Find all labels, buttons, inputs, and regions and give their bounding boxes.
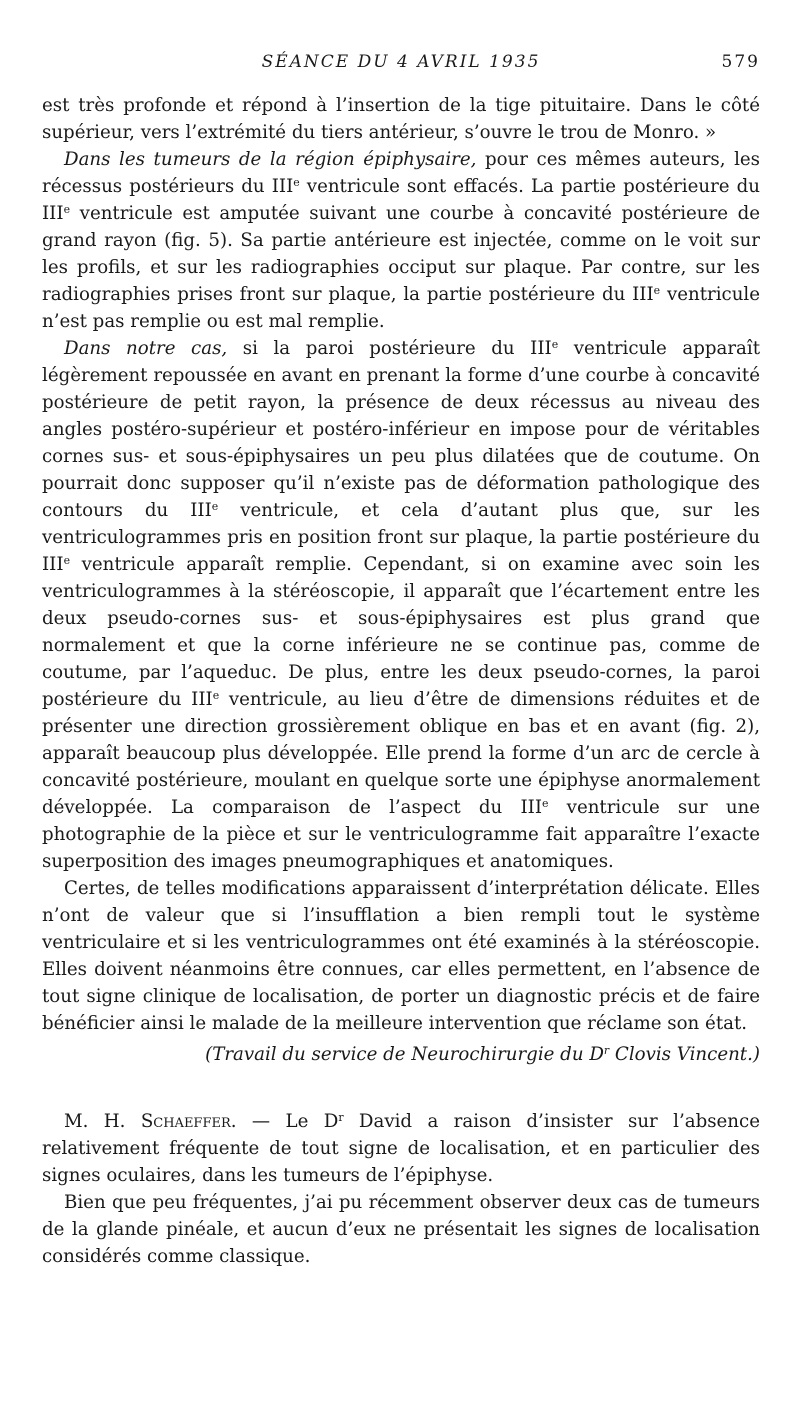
paragraph-6: Bien que peu fréquentes, j’ai pu récemment observer deux cas de tumeurs de la glande pinéale, et aucun d’eux ne présentait les signes de localisation considérés comme classique. <box>42 1192 760 1267</box>
text-run: pour ces mêmes auteurs, les récessus postérieurs du III <box>42 149 761 197</box>
text-run: David a raison d’insister sur l’absence relativement fréquente de tout signe de localisation, et en particulier des signes oculaires, dans les tumeurs de l’épiphyse. <box>42 1111 760 1186</box>
section-gap <box>42 1068 760 1108</box>
paragraph-2-lead: Dans les tumeurs de la région épiphysaire, <box>64 149 477 170</box>
superscript: e <box>63 203 71 216</box>
text-run: ventricule, et cela d’autant plus que, sur les ventriculogrammes pris en position front sur plaque, la partie postérieure du III <box>42 500 760 575</box>
text-run: (Travail du service de Neurochirurgie du D <box>205 1044 604 1065</box>
superscript: e <box>551 338 559 351</box>
text-run: ventricule, au lieu d’être de dimensions réduites et de présenter une direction grossièrement oblique en bas et en avant (fig. 2), apparaît beaucoup plus développée. Elle prend la forme d’un arc de cercle à concavité postérieure, moulant en quelque sorte une épiphyse anormalement développée. La comparaison de l’aspect du III <box>42 689 761 818</box>
credit-line <box>42 1041 760 1068</box>
paragraph-2 <box>42 146 760 335</box>
superscript: r <box>603 1044 610 1057</box>
running-title: SÉANCE DU 4 AVRIL 1935 <box>261 52 541 72</box>
text-run: ventricule sur une photographie de la pièce et sur le ventriculogramme fait apparaître l’exacte superposition des images pneumographiques et anatomiques. <box>42 797 761 872</box>
text-run: — Le D <box>236 1111 339 1132</box>
text-run: si la paroi postérieure du III <box>227 338 552 359</box>
paragraph-5 <box>42 1108 760 1189</box>
superscript: r <box>338 1111 344 1124</box>
superscript: e <box>293 176 300 189</box>
superscript: e <box>542 797 549 810</box>
running-header <box>42 52 760 92</box>
page-number: 579 <box>721 52 760 72</box>
text-run: ventricule n’est pas remplie ou est mal remplie. <box>42 284 760 332</box>
text-run: ventricule apparaît légèrement repoussée en avant en prenant la forme d’une courbe à concavité postérieure de petit rayon, la présence de deux récessus au niveau des angles postéro-supérieur et postéro-inférieur en impose pour de véritables cornes sus- et sous-épiphysaires un peu plus dilatées que de coutume. On pourrait donc supposer qu’il n’existe pas de déformation pathologique des contours du III <box>42 338 761 521</box>
text-run: Clovis Vincent.) <box>609 1044 760 1065</box>
text-run: ventricule apparaît remplie. Cependant, si on examine avec soin les ventriculogrammes à la stéréoscopie, il apparaît que l’écartement entre les deux pseudo-cornes sus- et sous-épiphysaires est plus grand que normalement et que la corne inférieure ne se continue pas, comme de coutume, par l’aqueduc. De plus, entre les deux pseudo-cornes, la paroi postérieure du III <box>42 554 760 710</box>
paragraph-3 <box>42 335 760 875</box>
superscript: e <box>63 554 71 567</box>
text-run: ventricule sont effacés. La partie postérieure du III <box>42 176 760 224</box>
superscript: e <box>211 500 219 513</box>
paragraph-1: est très profonde et répond à l’insertion de la tige pituitaire. Dans le côté supérieur, vers l’extrémité du tiers antérieur, s’ouvre le trou de Monro. » <box>42 95 760 143</box>
article-body <box>42 92 760 1270</box>
paragraph-3-lead: Dans notre cas, <box>64 338 228 359</box>
paragraph-4: Certes, de telles modifications apparaissent d’interprétation délicate. Elles n’ont de valeur que si l’insufflation a bien rempli tout le système ventriculaire et si les ventriculogrammes ont été examinés à la stéréoscopie. Elles doivent néanmoins être connues, car elles permettent, en l’absence de tout signe clinique de localisation, de porter un diagnostic précis et de faire bénéficier ainsi le malade de la meilleure intervention que réclame son état. <box>42 878 760 1034</box>
speaker-name: M. H. Schaeffer. <box>64 1111 237 1132</box>
text-run: ventricule est amputée suivant une courbe à concavité postérieure de grand rayon (fig. 5). Sa partie antérieure est injectée, comme on le voit sur les profils, et sur les radiographies occiput sur plaque. Par contre, sur les radiographies prises front sur plaque, la partie postérieure du III <box>42 203 760 305</box>
superscript: e <box>653 284 661 297</box>
superscript: e <box>212 689 220 702</box>
